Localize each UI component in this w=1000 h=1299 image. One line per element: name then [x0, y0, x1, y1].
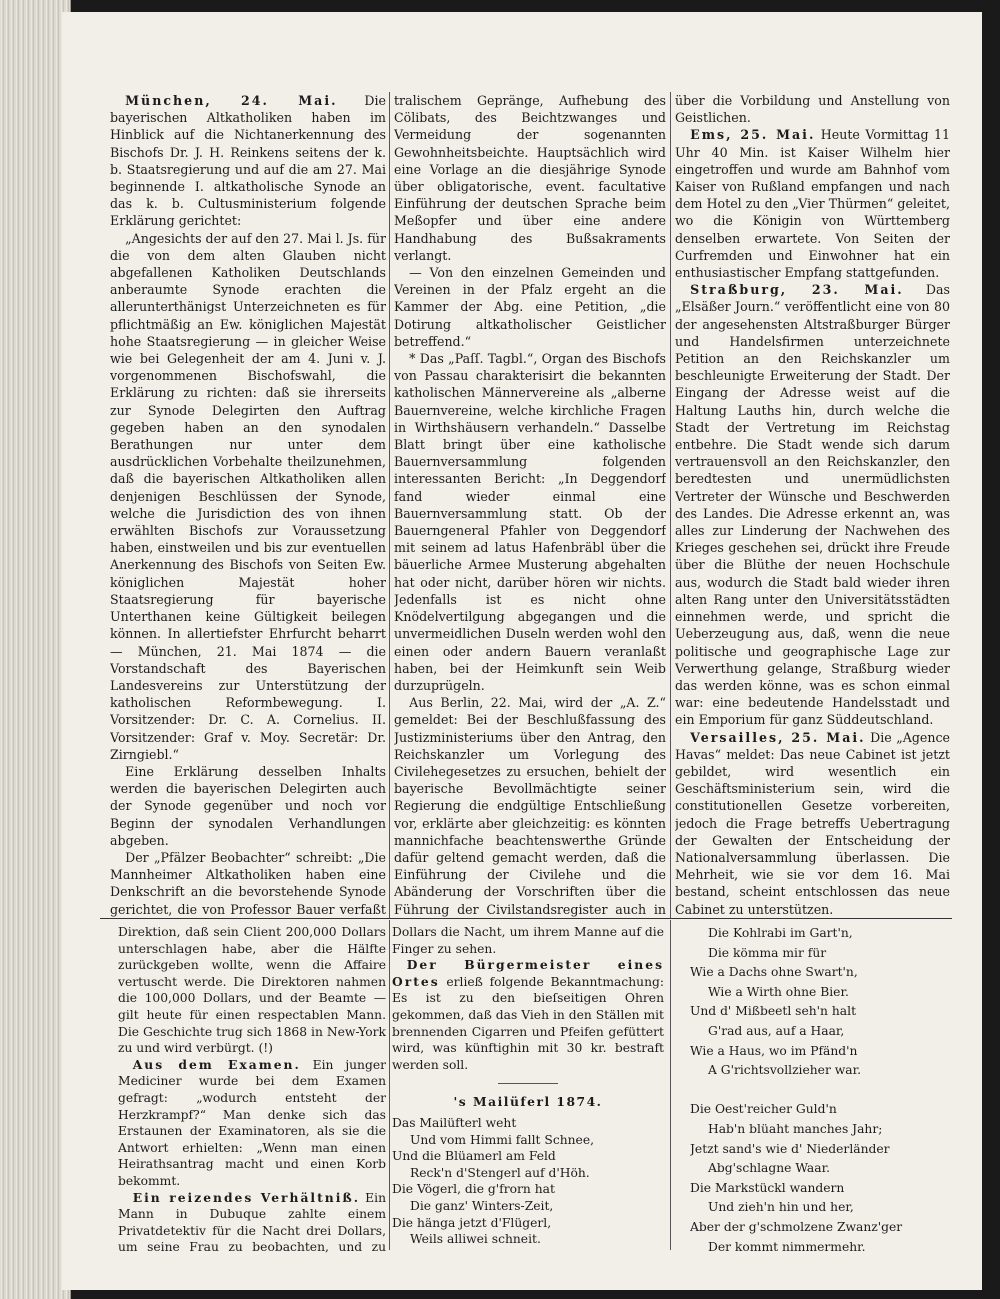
paragraph: [110, 92, 386, 230]
column-rule: [389, 920, 390, 1250]
poem-line: Und vom Himmi fallt Schnee,: [410, 1132, 595, 1147]
paragraph: [675, 92, 950, 126]
paragraph: [392, 957, 664, 1073]
poem-line: [690, 1081, 950, 1101]
paragraph: [675, 126, 950, 281]
article-column-3: [675, 92, 950, 918]
poem-line: Hab'n blüaht manches Jahr;: [708, 1121, 883, 1136]
poem-line: A G'richtsvollzieher war.: [708, 1063, 862, 1078]
feuilleton-column-2: [392, 924, 664, 1254]
paragraph: [394, 264, 666, 350]
poem-line: Wie a Haus, wo im Pfänd'n: [690, 1043, 858, 1058]
poem-line: Die Markstückl wandern: [690, 1180, 845, 1195]
poem-stanzas-continued: [690, 924, 950, 1254]
paragraph: [675, 729, 950, 918]
paragraph-text: Die „Agence Havas“ meldet: Das neue Cabinet ist jetzt gebildet, wird wesentlich ein Geschäftsministerium sein, wird die constitutionellen Gesetze vorbereiten, jedoch die Frage betreffs Uebertragung der Gewalten der Entscheidung der Nationalversammlung überlassen. Die Mehrheit, wie sie vor dem 16. Mai bestand, scheint entschlossen das neue Cabinet zu unterstützen.: [675, 729, 950, 917]
paragraph: [118, 1190, 386, 1255]
poem-line: Aber der g'schmolzene Zwanz'ger: [690, 1219, 903, 1234]
paragraph-text: — Von den einzelnen Gemeinden und Vereinen in der Pfalz ergeht an die Kammer der Abg. eine Petition, „die Dotirung altkatholischer Geistlicher betreffend.“: [394, 265, 666, 349]
poem-stanza-first: [392, 1115, 664, 1248]
column-rule: [670, 92, 671, 918]
dateline: München, 24. Mai.: [125, 93, 338, 108]
paragraph-text: Aus Berlin, 22. Mai, wird der „A. Z.“ gemeldet: Bei der Beschlußfassung des Justizministeriums über den Antrag, den Reichskanzler um Vorlegung des Civilehegesetzes zu ersuchen, behielt der bayerische Bevollmächtigte seiner Regierung die endgültige Entschließung vor, erklärte aber gleichzeitig: es könnten mannichfache beachtenswerthe Gründe dafür geltend gemacht werden, daß die Einführung der Civilehe und die Abänderung der Vorschriften über die Führung der Civilstandsregister auch in: [394, 695, 666, 917]
paragraph: [118, 1057, 386, 1190]
poem-line: Wie a Wirth ohne Bier.: [708, 984, 849, 999]
poem-line: Das Mailüfterl weht: [392, 1115, 517, 1130]
paragraph-text: Dollars die Nacht, um ihrem Manne auf die Finger zu sehen.: [392, 925, 664, 956]
poem-line: Und die Blüamerl am Feld: [392, 1149, 556, 1164]
dateline: Der Bürgermeister eines Ortes: [392, 957, 664, 989]
poem-line: Und zieh'n hin und her,: [708, 1200, 854, 1215]
paragraph: [110, 763, 386, 849]
paragraph: [118, 924, 386, 1057]
poem-title: 's Mailüferl 1874.: [453, 1094, 603, 1110]
paragraph-text: erließ folgende Bekanntmachung: Es ist zu den bieſseitigen Ohren gekommen, daß das Vieh in den Ställen mit brennenden Cigarren und Pfeifen gefüttert wird, was künftighin mit 30 kr. bestraft werden soll.: [392, 974, 664, 1072]
separator-rule: [498, 1083, 558, 1084]
poem-line: Die kömma mir für: [708, 945, 827, 960]
poem-line: Wie a Dachs ohne Swart'n,: [690, 965, 858, 980]
paragraph: [110, 849, 386, 918]
paragraph: [110, 230, 386, 763]
feuilleton-column-3: [690, 924, 950, 1254]
poem-line: Die ganz' Winters-Zeit,: [410, 1198, 554, 1213]
paragraph-text: über die Vorbildung und Anstellung von Geistlichen.: [675, 93, 950, 126]
poem-line: Und d' Mißbeetl seh'n halt: [690, 1004, 857, 1019]
paragraph-text: Der „Pfälzer Beobachter“ schreibt: „Die Mannheimer Altkatholiken haben eine Denkschrift an die bevorstehende Synode gerichtet, die von Professor Bauer verfaßt: [110, 849, 386, 917]
poem-line: Weils alliwei schneit.: [410, 1232, 541, 1247]
column-rule: [389, 92, 390, 918]
dateline: Versailles, 25. Mai.: [690, 729, 866, 745]
paragraph-text: Direktion, daß sein Client 200,000 Dollars unterschlagen habe, aber die Hälfte zurückgeben wollte, wenn die Affaire vertuscht werde. Die Direktoren nahmen die 100,000 Dollars, und der Beamte — gilt heute für einen respectablen Mann. Die Geschichte trug sich 1868 in New-York zu und wird verbürgt. (!): [118, 925, 386, 1056]
dateline: Aus dem Examen.: [132, 1056, 301, 1072]
feuilleton-divider: [100, 918, 952, 919]
poem-line: Die hänga jetzt d'Flügerl,: [392, 1215, 552, 1230]
article-column-2: [394, 92, 666, 918]
poem-line: Die Vögerl, die g'frorn hat: [392, 1182, 555, 1197]
feuilleton-notices: [392, 924, 664, 1073]
paragraph-text: „Angesichts der auf den 27. Mai l. Js. für die von dem alten Glauben nicht abgefallenen Katholiken Deutschlands anberaumte Synode erachten die allerunterthänigst Unterzeichneten es für pflichtmäßig an Ew. königlichen Majestät hohe Staatsregierung — in gleicher Weise wie bei Gelegenheit der am 4. Juni v. J. vorgenommenen Bischofswahl, die Erklärung zu richten: daß sie ihrerseits zur Synode Delegirten den Auftrag gegeben haben an den synodalen Berathungen nur unter dem ausdrücklichen Vorbehalte theilzunehmen, daß die bayerischen Altkatholiken allen denjenigen Beschlüssen der Synode, welche die Jurisdiction des von ihnen erwählten Bischofs zur Voraussetzung haben, einstweilen und bis zur eventuellen Anerkennung des Bischofs von Seiten Ew. königlichen Majestät hoher Staatsregierung für bayerische Unterthanen keine Gültigkeit beilegen können. In allertiefster Ehrfurcht beharrt — München, 21. Mai 1874 — die Vorstandschaft des Bayerischen Landesvereins zur Unterstützung der katholischen Reformbewegung. I. Vorsitzender: Dr. C. A. Cornelius. II. Vorsitzender: Graf v. Moy. Secretär: Dr. Zirngiebl.“: [110, 230, 386, 762]
paragraph: [392, 924, 664, 957]
poem-line: Die Oest'reicher Guld'n: [690, 1102, 837, 1117]
article-column-1: [110, 92, 386, 918]
book-page-edges: [0, 0, 71, 1299]
dateline: Ems, 25. Mai.: [690, 127, 816, 143]
paragraph-text: * Das „Paſſ. Tagbl.“, Organ des Bischofs von Passau charakterisirt die bekannten katholischen Männervereine als „alberne Bauernvereine, welche kirchliche Fragen in Wirthshäusern verhandeln.“ Dasselbe Blatt bringt über eine katholische Bauernversammlung folgenden interessanten Bericht: „In Deggendorf fand wieder einmal eine Bauernversammlung statt. Ob der Bauerngeneral Pfahler von Deggendorf mit seinem ad latus Hafenbräbl über die bäuerliche Armee Musterung abgehalten hat oder nicht, darüber hören wir nichts. Jedenfalls ist es nicht ohne Knödelvertilgung abgegangen und die unvermeidlichen Duseln werden wohl den einen oder andern Bauern veranlaßt haben, bei der Heimkunft sein Weib durzuprügeln.: [394, 351, 666, 693]
paragraph-text: Eine Erklärung desselben Inhalts werden die bayerischen Delegirten auch der Synode gegenüber und noch vor Beginn der synodalen Verhandlungen abgeben.: [110, 763, 386, 848]
paragraph: [394, 350, 666, 694]
poem-line: Jetzt sand's wie d' Niederländer: [690, 1141, 890, 1156]
paragraph-text: Heute Vormittag 11 Uhr 40 Min. ist Kaiser Wilhelm hier eingetroffen und wurde am Bahnhof vom Kaiser von Rußland empfangen und nach dem Hotel zu den „Vier Thürmen“ geleitet, wo die Königin von Württemberg denselben erwartete. Von Seiten der Curfremden und Einwohner hat ein enthusiastischer Empfang stattgefunden.: [675, 127, 950, 281]
poem-line: Abg'schlagne Waar.: [708, 1161, 831, 1176]
poem-line: G'rad aus, auf a Haar,: [708, 1023, 845, 1038]
poem-line: Der kommt nimmermehr.: [708, 1239, 866, 1254]
paragraph: [675, 281, 950, 728]
paragraph-text: Das „Elsäßer Journ.“ veröffentlicht eine von 80 der angesehensten Altstraßburger Bürger und Handelsfirmen unterzeichnete Petition an den Reichskanzler um beschleunigte Erweiterung der Stadt. Der Eingang der Adresse weist auf die Haltung Lauths hin, durch welche die Stadt der Vertretung im Reichstag entbehre. Die Stadt wende sich darum vertrauensvoll an den Reichskanzler, den beredtesten und unermüdlichsten Vertreter der Wünsche und Beschwerden des Landes. Die Adresse erkennt an, was alles zur Linderung der Nachwehen des Krieges geschehen sei, drückt ihre Freude über die Blüthe der neuen Hochschule aus, wodurch die Stadt bald wieder ihren alten Rang unter den Universitätsstädten einnehmen werde, und spricht die Ueberzeugung aus, daß, wenn die neue politische und geographische Lage zur Verwerthung gelange, Straßburg wieder das werden könne, was es schon einmal war: eine bedeutende Handelsstadt und ein Emporium für ganz Süddeutschland.: [675, 282, 950, 728]
paragraph-text: tralischem Gepränge, Aufhebung des Cölibats, des Beichtzwanges und Vermeidung der sogenannten Gewohnheitsbeichte. Hauptsächlich wird eine Vorlage an die diesjährige Synode über obligatorische, event. facultative Einführung der deutschen Sprache beim Meßopfer und über eine andere Handhabung des Bußsakraments verlangt.: [394, 93, 666, 263]
dateline: Straßburg, 23. Mai.: [690, 282, 904, 298]
column-rule: [670, 920, 671, 1250]
dateline: Ein reizendes Verhältniß.: [132, 1189, 361, 1205]
paragraph: [394, 694, 666, 918]
paragraph-text: Ein junger Mediciner wurde bei dem Examen gefragt: „wodurch entsteht der Herzkrampf?“ Man denke sich das Erstaunen der Examinatoren, als sie die Antwort erhielten: „Wenn man einen Heirathsantrag macht und einen Korb bekommt.: [118, 1057, 386, 1188]
poem-line: Reck'n d'Stengerl auf d'Höh.: [410, 1165, 590, 1180]
feuilleton-column-1: [118, 924, 386, 1254]
poem-line: Die Kohlrabi im Gart'n,: [708, 926, 853, 940]
paragraph-text: Ein Mann in Dubuque zahlte einem Privatdetektiv für die Nacht drei Dollars, um seine Frau zu beobachten, und zu: [118, 1190, 386, 1254]
paragraph-text: Die bayerischen Altkatholiken haben im Hinblick auf die Nichtanerkennung des Bischofs Dr. J. H. Reinkens seitens der k. b. Staatsregierung und auf die am 27. Mai beginnende I. altkatholische Synode an das k. b. Cultusministerium folgende Erklärung gerichtet:: [110, 93, 386, 229]
paragraph: [394, 92, 666, 264]
